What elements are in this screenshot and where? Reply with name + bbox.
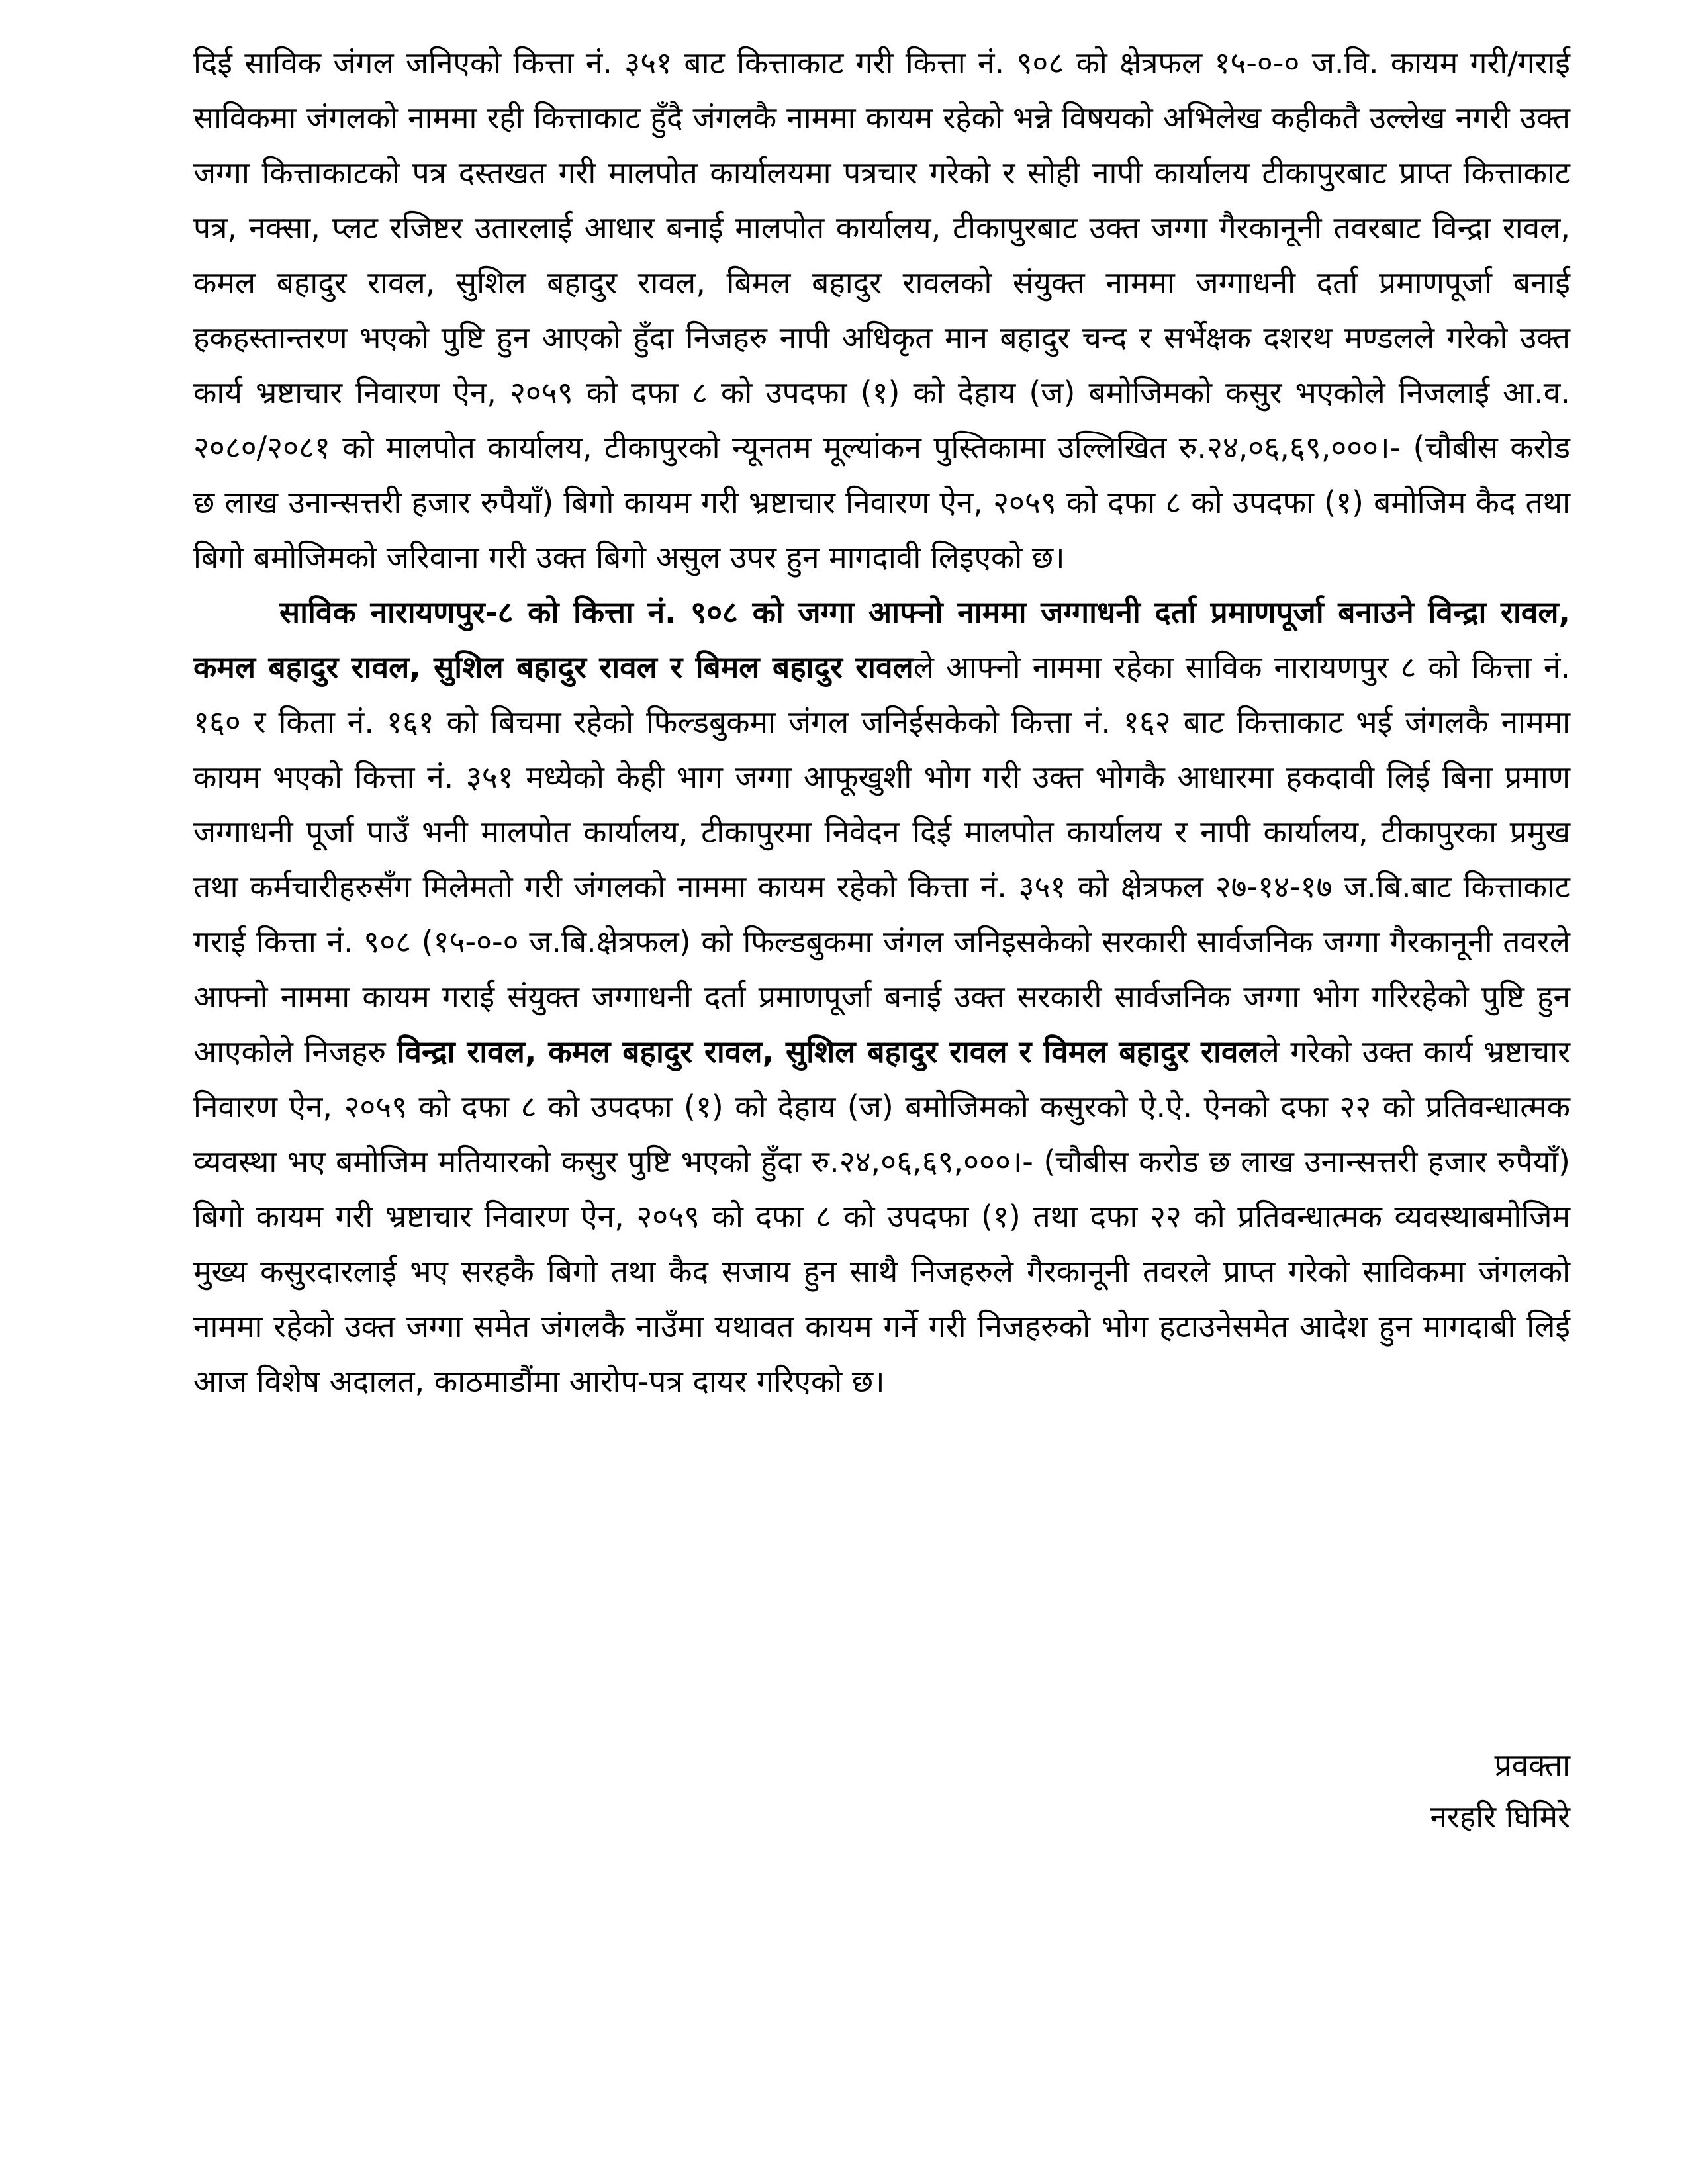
paragraph-2 xyxy=(193,585,1570,1409)
paragraph-2-text-b: ले गरेको उक्त कार्य भ्रष्टाचार निवारण ऐन, २०५९ को दफा ८ को उपदफा (१) को देहाय (ज) बमोजिमको कसुरको ऐ.ऐ. ऐनको दफा २२ को प्रतिवन्धात्मक व्यवस्था भए बमोजिम मतियारको कसुर पुष्टि भएको हुँदा रु.२४,०६,६९,०००।- (चौबीस करोड छ लाख उनान्सत्तरी हजार रुपैयाँ) बिगो कायम गरी भ्रष्टाचार निवारण ऐन, २०५९ को दफा ८ को उपदफा (१) तथा दफा २२ को प्रतिवन्धात्मक व्यवस्थाबमोजिम मुख्य कसुरदारलाई भए सरहकै बिगो तथा कैद सजाय हुन साथै निजहरुले गैरकानूनी तवरले प्राप्त गरेको साविकमा जंगलको नाममा रहेको उक्त जग्गा समेत जंगलकै नाउँमा यथावत कायम गर्ने गरी निजहरुको भोग हटाउनेसमेत आदेश हुन मागदाबी लिई आज विशेष अदालत, काठमाडौंमा आरोप-पत्र दायर गरिएको छ। xyxy=(193,1034,1570,1399)
signature-name: नरहरि घिमिरे xyxy=(1430,1799,1570,1835)
paragraph-2-text-a: ले आफ्नो नाममा रहेका साविक नारायणपुर ८ को कित्ता नं. १६० र किता नं. १६१ को बिचमा रहेको फिल्डबुकमा जंगल जनिईसकेको कित्ता नं. १६२ बाट कित्ताकाट भई जंगलकै नाममा कायम भएको कित्ता नं. ३५१ मध्येको केही भाग जग्गा आफूखुशी भोग गरी उक्त भोगकै आधारमा हकदावी लिई बिना प्रमाण जग्गाधनी पूर्जा पाउँ भनी मालपोत कार्यालय, टीकापुरमा निवेदन दिई मालपोत कार्यालय र नापी कार्यालय, टीकापुरका प्रमुख तथा कर्मचारीहरुसँग मिलेमतो गरी जंगलको नाममा कायम रहेको कित्ता नं. ३५१ को क्षेत्रफल २७-१४-१७ ज.बि.बाट कित्ताकाट गराई कित्ता नं. ९०८ (१५-०-० ज.बि.क्षेत्रफल) को फिल्डबुकमा जंगल जनिइसकेको सरकारी सार्वजनिक जग्गा गैरकानूनी तवरले आफ्नो नाममा कायम गराई संयुक्त जग्गाधनी दर्ता प्रमाणपूर्जा बनाई उक्त सरकारी सार्वजनिक जग्गा भोग गरिरहेको पुष्टि हुन आएकोले निजहरु xyxy=(193,649,1571,1069)
paragraph-2-bold-names: विन्द्रा रावल, कमल बहादुर रावल, सुशिल बहादुर रावल र विमल बहादुर रावल xyxy=(397,1034,1259,1069)
press-release-body xyxy=(193,36,1570,1409)
signature-block xyxy=(1430,1739,1570,1843)
signature-role: प्रवक्ता xyxy=(1494,1747,1570,1783)
paragraph-1 xyxy=(193,36,1570,585)
paragraph-2-bold-lead: साविक नारायणपुर-८ को कित्ता नं. ९०८ को जग्गा आफ्नो नाममा जग्गाधनी दर्ता प्रमाणपूर्जा बनाउने विन्द्रा रावल, कमल बहादुर रावल, सुशिल बहादुर रावल र बिमल बहादुर रावल xyxy=(193,594,1570,685)
paragraph-1-text: दिई साविक जंगल जनिएको कित्ता नं. ३५१ बाट कित्ताकाट गरी कित्ता नं. ९०८ को क्षेत्रफल १५-०-० ज.वि. कायम गरी/गराई साविकमा जंगलको नाममा रही कित्ताकाट हुँदै जंगलकै नाममा कायम रहेको भन्ने विषयको अभिलेख कहीकतै उल्लेख नगरी उक्त जग्गा कित्ताकाटको पत्र दस्तखत गरी मालपोत कार्यालयमा पत्रचार गरेको र सोही नापी कार्यालय टीकापुरबाट प्राप्त कित्ताकाट पत्र, नक्सा, प्लट रजिष्टर उतारलाई आधार बनाई मालपोत कार्यालय, टीकापुरबाट उक्त जग्गा गैरकानूनी तवरबाट विन्द्रा रावल, कमल बहादुर रावल, सुशिल बहादुर रावल, बिमल बहादुर रावलको संयुक्त नाममा जग्गाधनी दर्ता प्रमाणपूर्जा बनाई हकहस्तान्तरण भएको पुष्टि हुन आएको हुँदा निजहरु नापी अधिकृत मान बहादुर चन्द र सर्भेक्षक दशरथ मण्डलले गरेको उक्त कार्य भ्रष्टाचार निवारण ऐन, २०५९ को दफा ८ को उपदफा (१) को देहाय (ज) बमोजिमको कसुर भएकोले निजलाई आ.व. २०८०/२०८१ को मालपोत कार्यालय, टीकापुरको न्यूनतम मूल्यांकन पुस्तिकामा उल्लिखित रु.२४,०६,६९,०००।- (चौबीस करोड छ लाख उनान्सत्तरी हजार रुपैयाँ) बिगो कायम गरी भ्रष्टाचार निवारण ऐन, २०५९ को दफा ८ को उपदफा (१) बमोजिम कैद तथा बिगो बमोजिमको जरिवाना गरी उक्त बिगो असुल उपर हुन मागदावी लिइएको छ। xyxy=(193,45,1570,575)
